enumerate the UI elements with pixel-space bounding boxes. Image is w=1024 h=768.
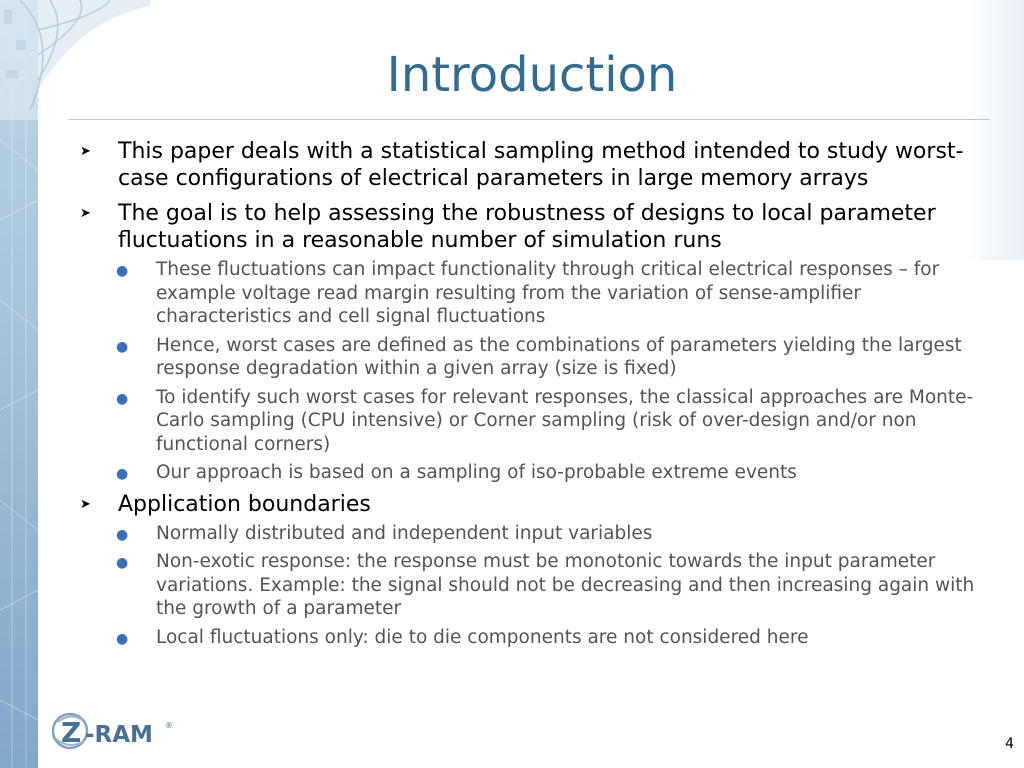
bullet-text: This paper deals with a statistical sampling method intended to study worst-case configurations of electrical parameters in large memory arrays [118,139,964,191]
bullet-text: Application boundaries [118,491,371,517]
slide-content [78,138,998,654]
arrow-bullet-icon: ➤ [80,496,91,512]
bullet-text: Hence, worst cases are defined as the combinations of parameters yielding the largest response degradation within a given array (size is fixed) [156,334,962,379]
dot-bullet-icon: ● [116,466,129,482]
bullet-level2 [78,461,998,485]
bullet-text: Non-exotic response: the response must be monotonic towards the input parameter variations. Example: the signal should not be decreasing and then increasing again with the growth of a parameter [156,551,975,619]
page-number: 4 [1005,736,1014,752]
bullet-level2 [78,626,998,650]
slide-title: Introduction [386,47,678,103]
bullet-text: Normally distributed and independent input variables [156,522,653,544]
arrow-bullet-icon: ➤ [80,206,91,221]
title-divider [68,119,990,120]
zram-logo [52,708,192,754]
dot-bullet-icon: ● [116,526,129,543]
dot-bullet-icon: ● [116,555,129,571]
bullet-text: To identify such worst cases for relevant responses, the classical approaches are Monte-Carlo sampling (CPU intensive) or Corner sampling (risk of over-design and/or non functional corners) [156,386,974,455]
bullet-level2 [78,386,998,457]
dot-bullet-icon: ● [116,263,129,279]
bullet-level1 [78,138,998,192]
bullet-text: The goal is to help assessing the robustness of designs to local parameter fluctuations in a reasonable number of simulation runs [118,201,936,253]
svg-text:-RAM: -RAM [85,722,153,748]
bullet-level1 [78,491,998,518]
bullet-text: Our approach is based on a sampling of iso-probable extreme events [156,462,797,483]
bullet-level1 [78,200,998,254]
dot-bullet-icon: ● [116,390,129,407]
arrow-bullet-icon: ➤ [80,144,91,159]
bullet-text: These fluctuations can impact functionality through critical electrical responses – for example voltage read margin resulting from the variation of sense-amplifier characteristics and cell signal fluctuations [156,259,940,327]
dot-bullet-icon: ● [116,630,129,647]
bullet-level2 [78,258,998,329]
zram-logo-icon [52,708,192,754]
svg-text:®: ® [165,721,173,730]
bullet-level2 [78,334,998,381]
dot-bullet-icon: ● [116,338,129,355]
bullet-level2 [78,550,998,621]
svg-text:Z: Z [61,716,82,749]
bullet-text: Local fluctuations only: die to die components are not considered here [156,626,809,648]
bullet-level2 [78,522,998,546]
